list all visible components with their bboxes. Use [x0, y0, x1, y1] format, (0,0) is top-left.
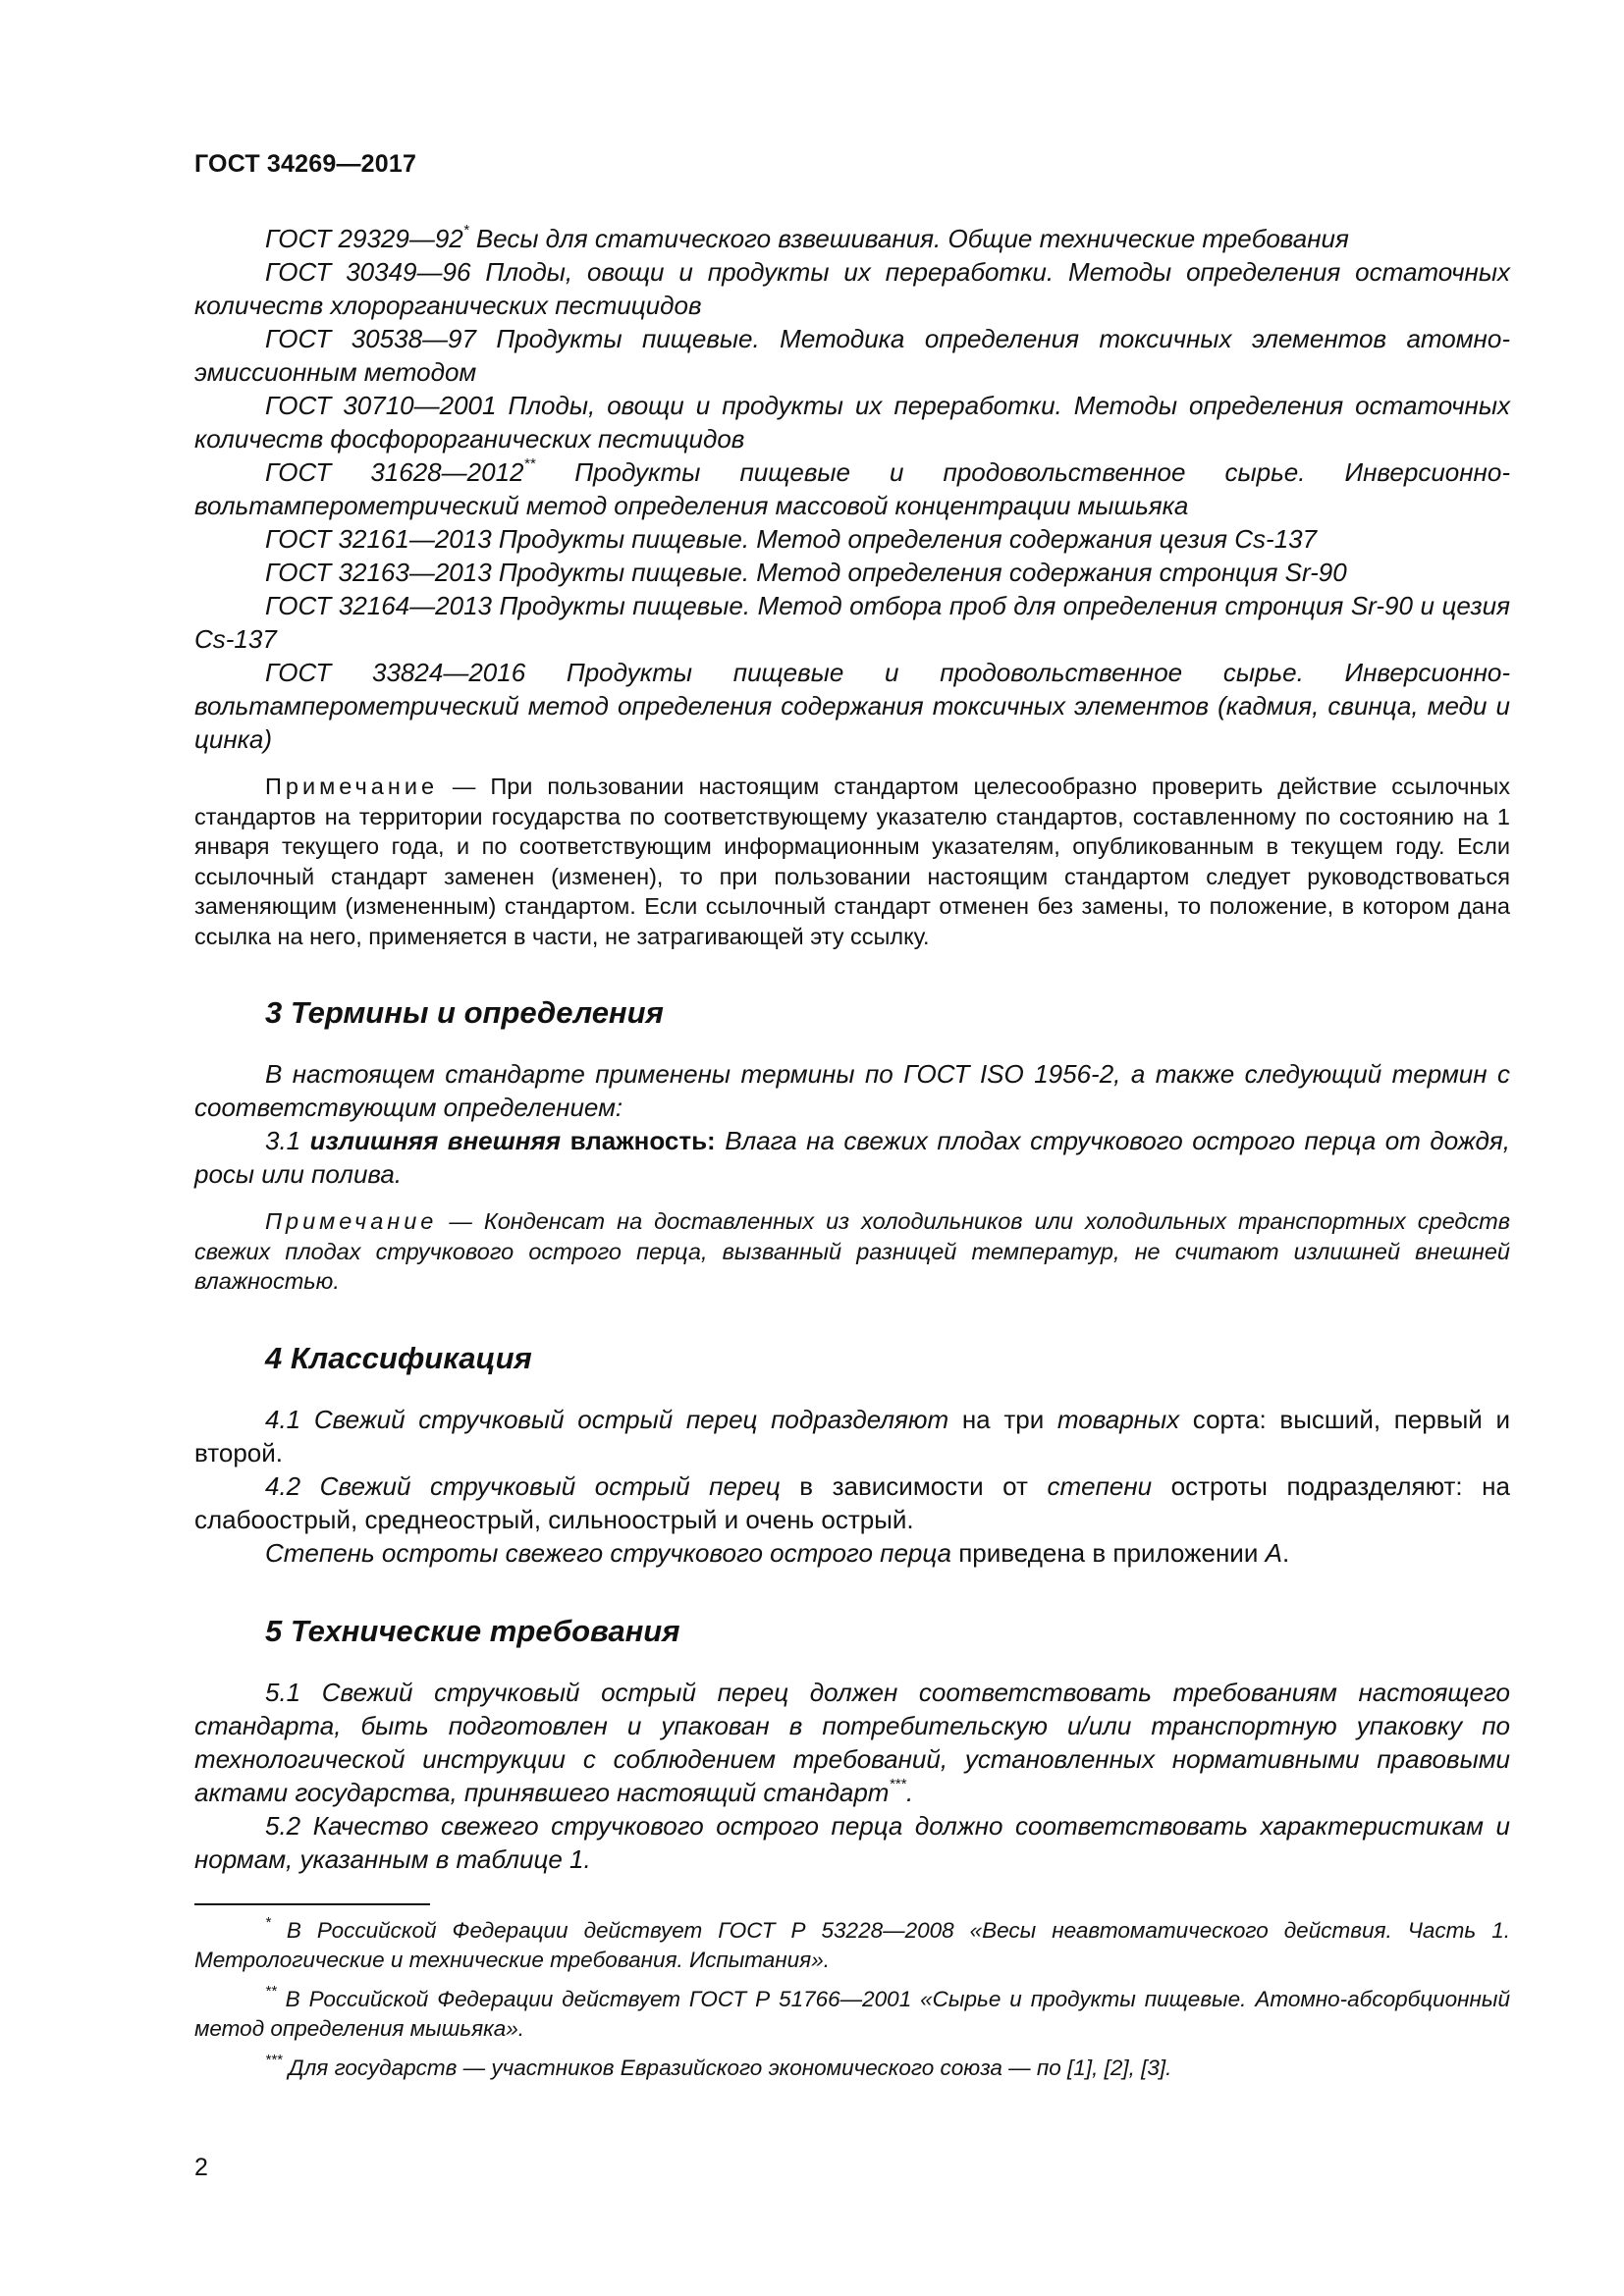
- footnote-item: * В Российской Федерации действует ГОСТ Р 53228—2008 «Весы неавтоматического действия. Часть 1. Метрологические и технические требования. Испытания».: [194, 1913, 1510, 1972]
- section-4-title: 4 Классификация: [265, 1340, 532, 1375]
- clause-5-1: 5.1 Свежий стручковый острый перец должен соответствовать требованиям настоящего стандарта, быть подготовлен и упакован в потребительскую и/или транспортную упаковку по технологической инструкции с соблюдением требований, установленных нормативными правовыми актами государства, принявшего настоящий стандарт***.: [194, 1677, 1510, 1807]
- page-number: 2: [194, 2154, 208, 2181]
- note-label: Примечание: [265, 774, 439, 799]
- footnote-item: *** Для государств — участников Евразийского экономического союза — по [1], [2], [3].: [265, 2051, 1172, 2080]
- note-references: Примечание — При пользовании настоящим стандартом целесообразно проверить действие ссылочных стандартов на территории государства по соответствующему указателю стандартов, составленному по состоянию на 1 января текущего года, и по соответствующим информационным указателям, опубликованным в текущем году. Если ссылочный стандарт заменен (изменен), то при пользовании настоящим стандартом следует руководствоваться заменяющим (измененным) стандартом. Если ссылочный стандарт отменен без замены, то положение, в котором дана ссылка на него, применяется в части, не затрагивающей эту ссылку.: [194, 774, 1510, 949]
- footnote-item: ** В Российской Федерации действует ГОСТ Р 51766—2001 «Сырье и продукты пищевые. Атомно-абсорбционный метод определения мышьяка».: [194, 1982, 1510, 2041]
- reference-item: ГОСТ 32161—2013 Продукты пищевые. Метод определения содержания цезия Cs-137: [265, 524, 1318, 554]
- clause-4-1: 4.1 Свежий стручковый острый перец подразделяют на три товарных сорта: высший, первый и второй.: [194, 1404, 1510, 1468]
- reference-item: ГОСТ 31628—2012** Продукты пищевые и продовольственное сырье. Инверсионно-вольтамперометрический метод определения массовой концентрации мышьяка: [194, 455, 1510, 520]
- reference-item: ГОСТ 30710—2001 Плоды, овощи и продукты их переработки. Методы определения остаточных количеств фосфорорганических пестицидов: [194, 391, 1510, 454]
- term-3-1: 3.1 излишняя внешняя влажность: Влага на свежих плодах стручкового острого перца от дождя, росы или полива.: [194, 1126, 1511, 1189]
- reference-item: ГОСТ 30349—96 Плоды, овощи и продукты их переработки. Методы определения остаточных количеств хлорорганических пестицидов: [194, 257, 1510, 320]
- section-5-title: 5 Технические требования: [265, 1613, 680, 1648]
- clause-4-2: 4.2 Свежий стручковый острый перец в зависимости от степени остроты подразделяют: на слабоострый, среднеострый, сильноострый и очень острый.: [194, 1470, 1511, 1534]
- note-term: Примечание — Конденсат на доставленных из холодильников или холодильных транспортных средств свежих плодах стручкового острого перца, вызванный разницей температур, не считают излишней внешней влажностью.: [194, 1208, 1510, 1294]
- reference-item: ГОСТ 29329—92* Весы для статического взвешивания. Общие технические требования: [265, 222, 1349, 253]
- footnote-divider: [194, 1903, 430, 1905]
- main-content: [194, 222, 1510, 1876]
- note-label: Примечание: [265, 1208, 438, 1234]
- document-header: ГОСТ 34269—2017: [194, 150, 417, 178]
- reference-item: ГОСТ 32163—2013 Продукты пищевые. Метод определения содержания стронция Sr-90: [265, 558, 1347, 587]
- section-3-title: 3 Термины и определения: [265, 995, 664, 1030]
- section-3-intro: В настоящем стандарте применены термины по ГОСТ ISO 1956-2, а также следующий термин с соответствующим определением:: [194, 1059, 1510, 1122]
- footnotes: [194, 1913, 1510, 2093]
- reference-item: ГОСТ 32164—2013 Продукты пищевые. Метод отбора проб для определения стронция Sr-90 и цезия Cs-137: [194, 591, 1510, 654]
- clause-4-2-spiciness: Степень остроты свежего стручкового острого перца приведена в приложении А.: [265, 1537, 1290, 1568]
- reference-item: ГОСТ 33824—2016 Продукты пищевые и продовольственное сырье. Инверсионно-вольтамперометрический метод определения содержания токсичных элементов (кадмия, свинца, меди и цинка): [194, 658, 1510, 754]
- reference-item: ГОСТ 30538—97 Продукты пищевые. Методика определения токсичных элементов атомно-эмиссионным методом: [194, 324, 1510, 387]
- normative-references: [194, 222, 1510, 756]
- clause-5-2: 5.2 Качество свежего стручкового острого перца должно соответствовать характеристикам и нормам, указанным в таблице 1.: [194, 1810, 1510, 1874]
